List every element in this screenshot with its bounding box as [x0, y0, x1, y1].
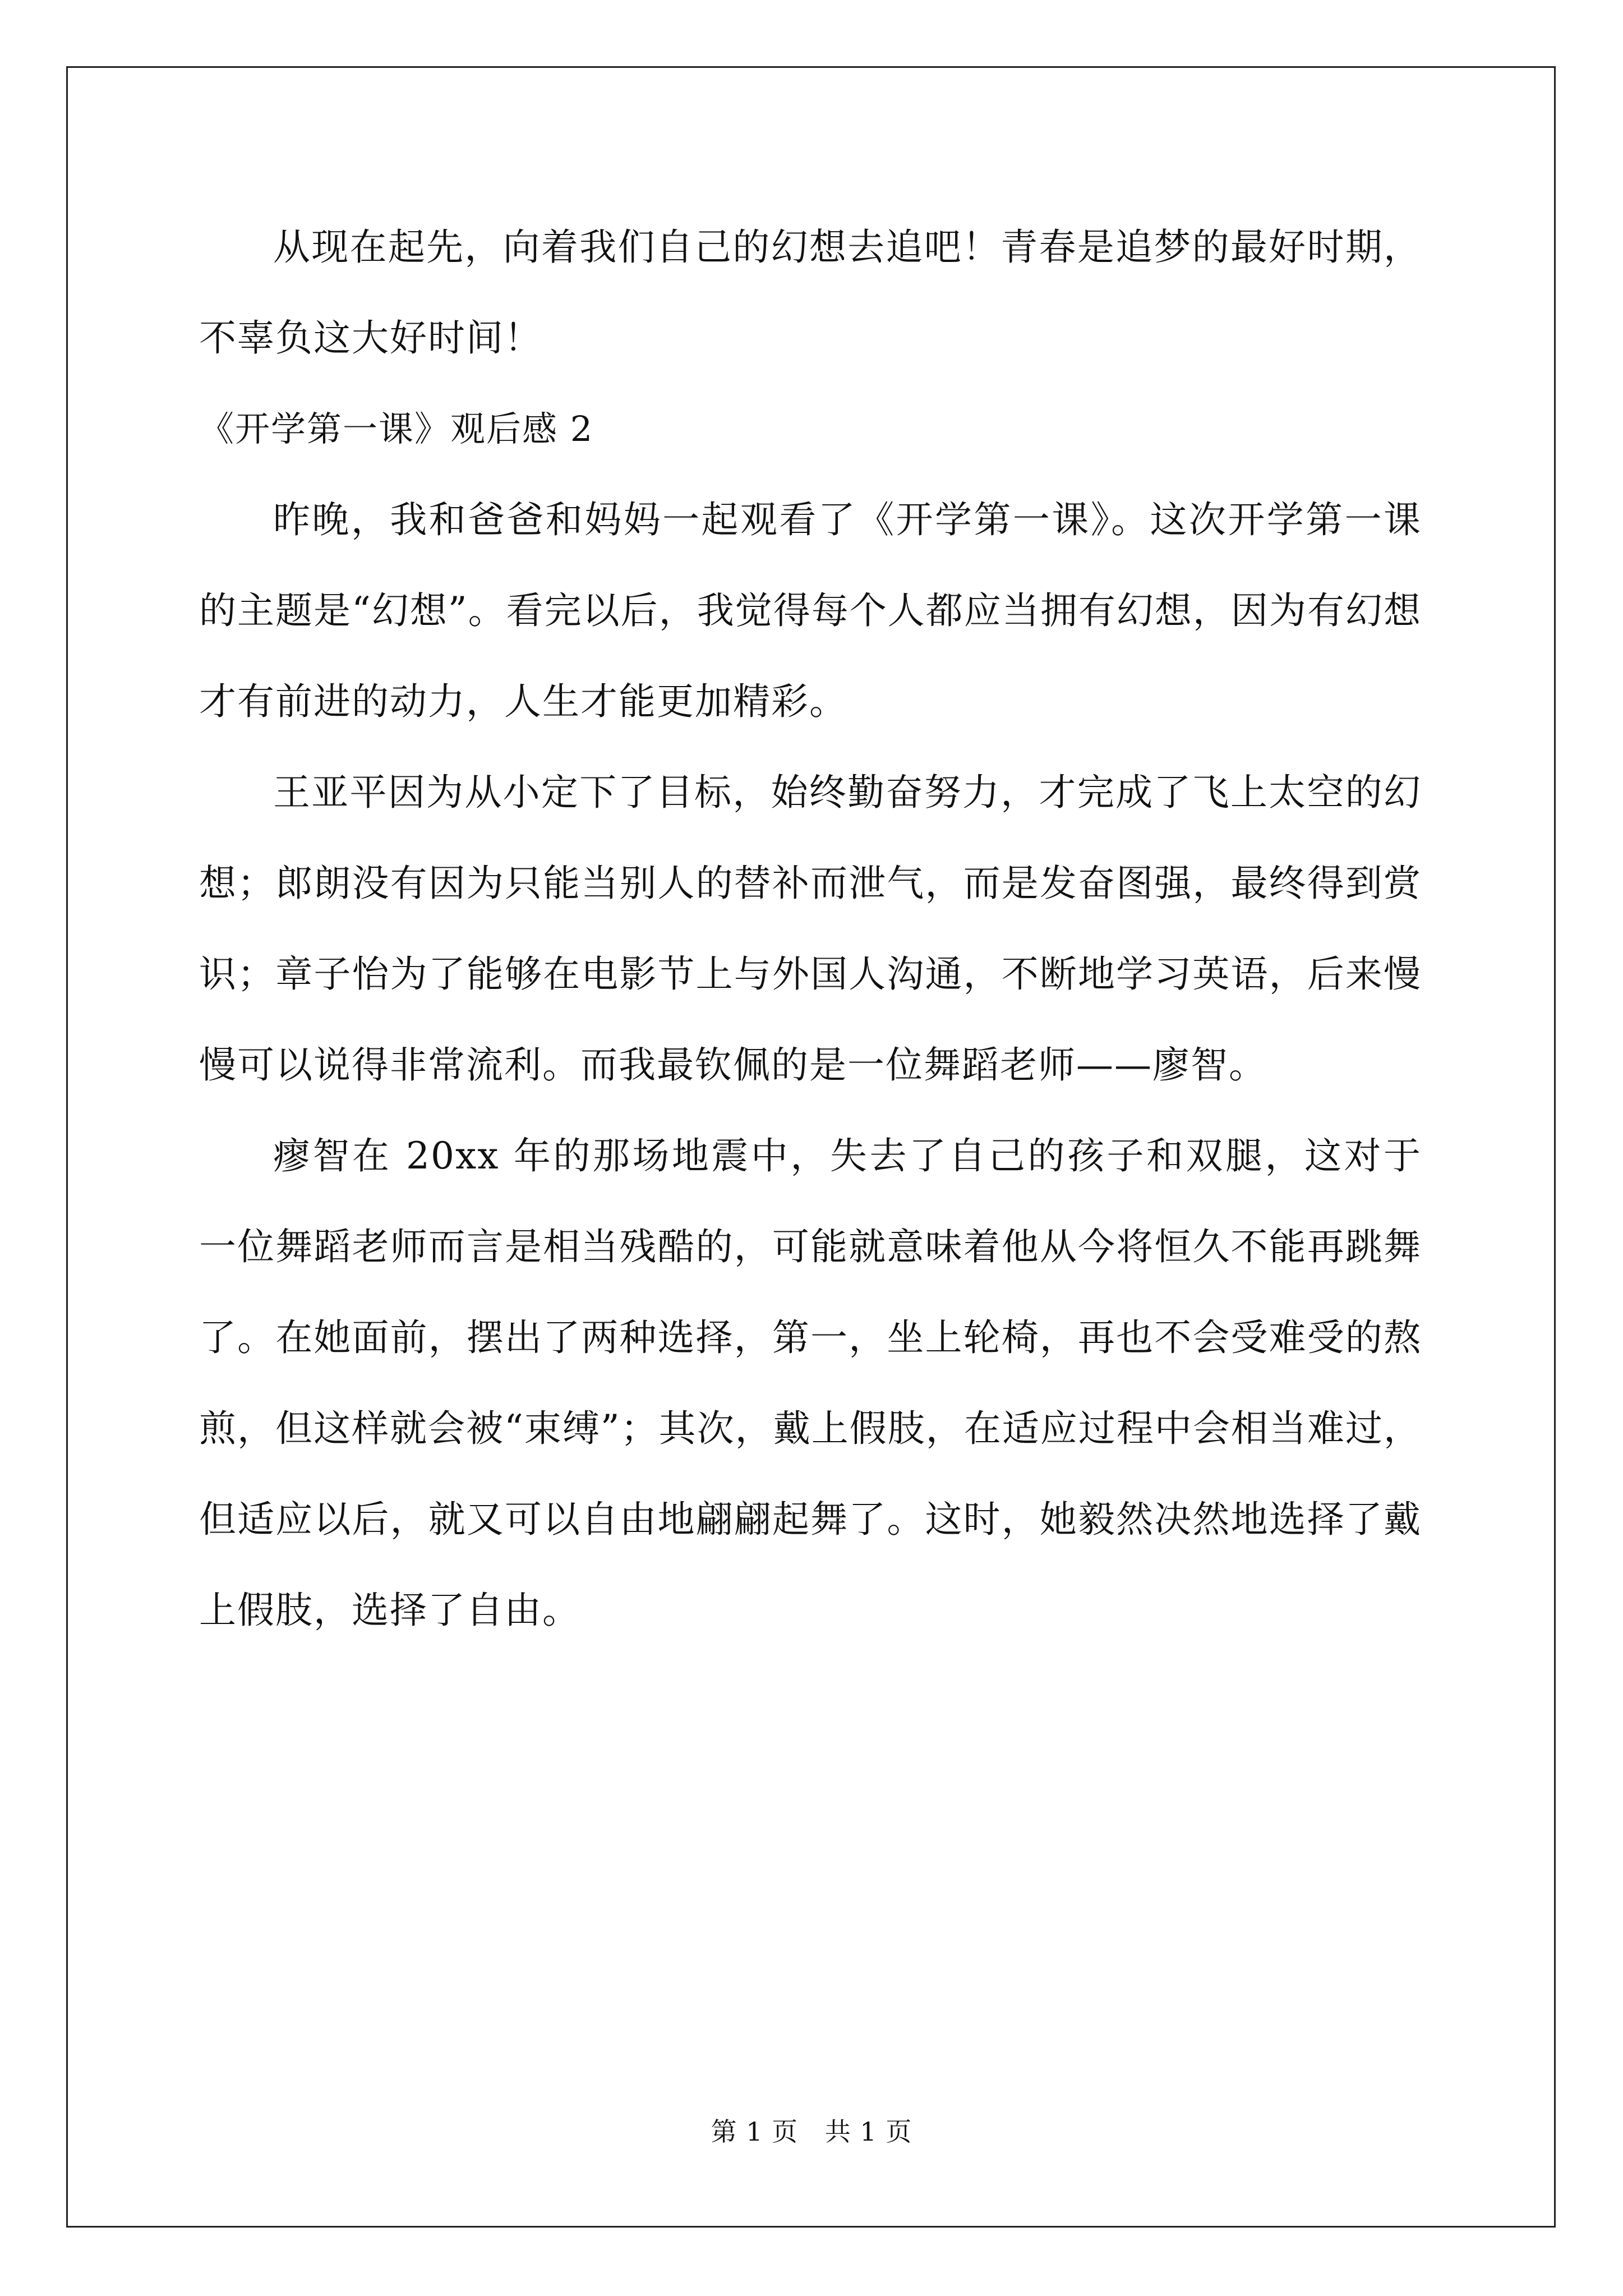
section-heading: 《开学第一课》观后感 2 [199, 408, 594, 449]
paragraph-intro-closing: 从现在起先，向着我们自己的幻想去追吧！青春是追梦的最好时期，不辜负这大好时间！ [199, 226, 1422, 360]
document-body [199, 202, 1422, 1656]
page-footer [0, 2115, 1623, 2148]
paragraph-examples: 王亚平因为从小定下了目标，始终勤奋努力，才完成了飞上太空的幻想；郎朗没有因为只能当别人的替补而泄气，而是发奋图强，最终得到赏识；章子怡为了能够在电影节上与外国人沟通，不断地学习英语，后来慢慢可以说得非常流利。而我最钦佩的是一位舞蹈老师——廖智。 [199, 771, 1422, 1087]
paragraph-theme: 昨晚，我和爸爸和妈妈一起观看了《开学第一课》。这次开学第一课的主题是“幻想”。看完以后，我觉得每个人都应当拥有幻想，因为有幻想才有前进的动力，人生才能更加精彩。 [199, 498, 1422, 723]
paragraph-liaozhi: 瘳智在 20xx 年的那场地震中，失去了自己的孩子和双腿，这对于一位舞蹈老师而言是相当残酷的，可能就意味着他从今将恒久不能再跳舞了。在她面前，摆出了两种选择，第一，坐上轮椅，再也不会受难受的熬煎，但这样就会被“束缚”；其次，戴上假肢，在适应过程中会相当难过，但适应以后，就又可以自由地翩翩起舞了。这时，她毅然决然地选择了戴上假肢，选择了自由。 [199, 1134, 1422, 1632]
page-number: 第 1 页 [711, 2116, 799, 2147]
page-total: 共 1 页 [824, 2116, 912, 2147]
